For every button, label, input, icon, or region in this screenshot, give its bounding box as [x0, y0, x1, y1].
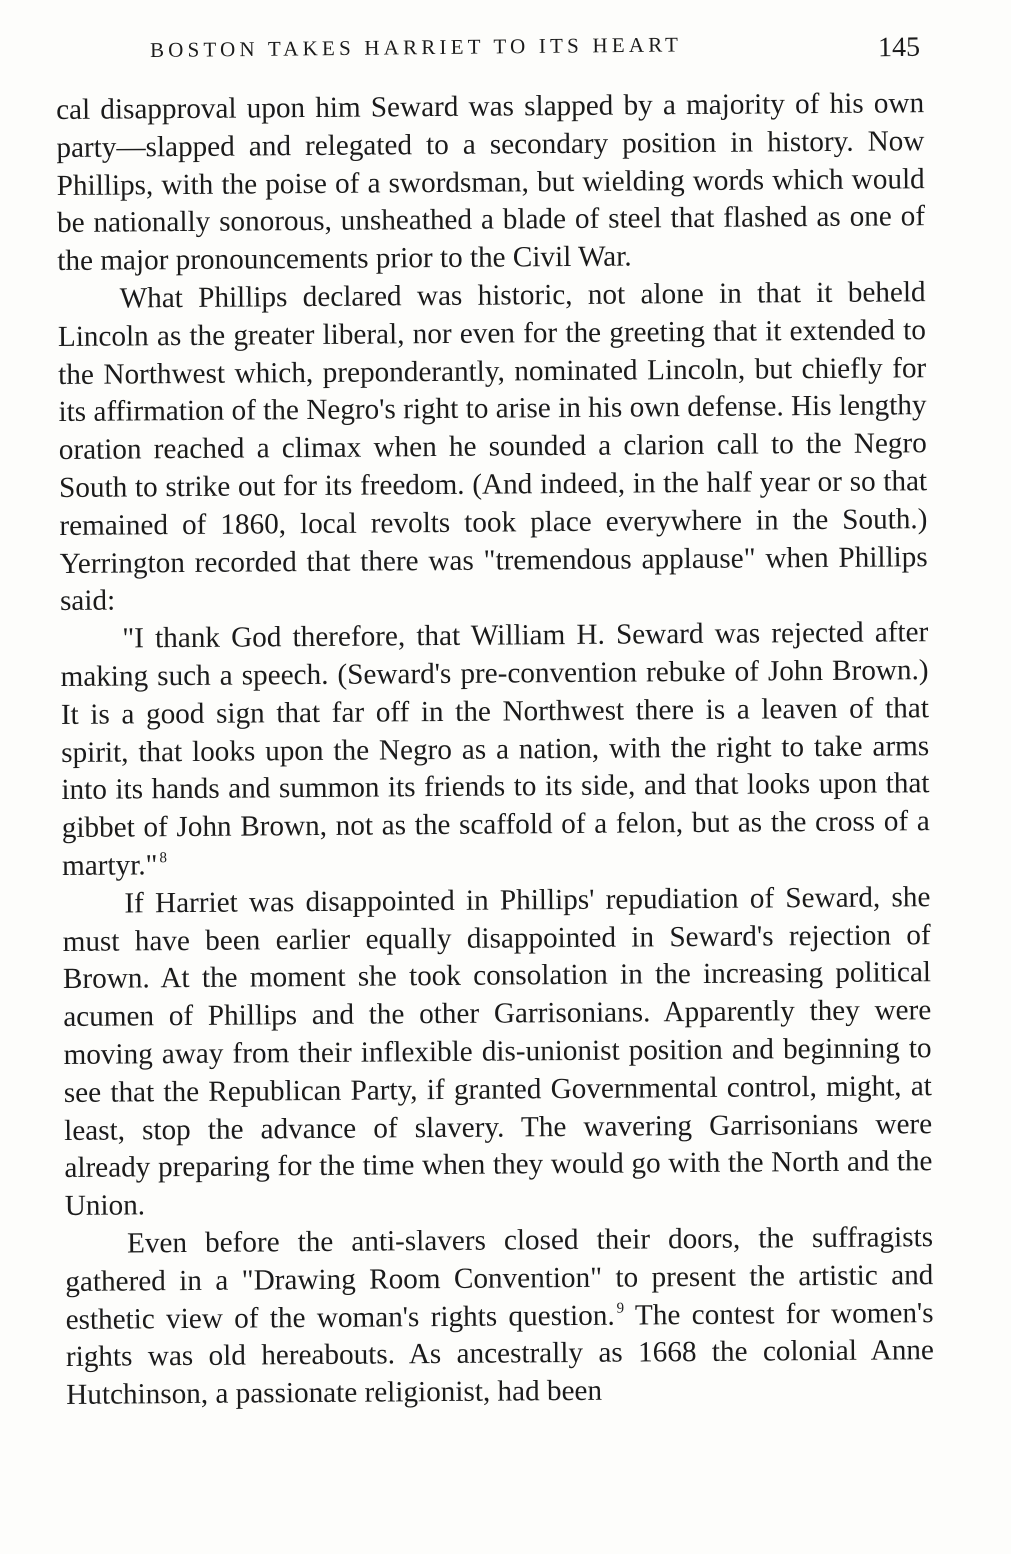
paragraph-4: [62, 879, 933, 1226]
paragraph-text: Even before the anti-slavers closed their doors, the suffragists gathered in a "Drawing Room Convention" to present the artistic and esthetic view of the woman's rights question.: [65, 1221, 934, 1336]
paragraph-text: cal disapproval upon him Seward was slapped by a majority of his own party—slapped and relegated to a secondary position in history. Now Phillips, with the poise of a swordsman, but wielding words which would be nationally sonorous, unsheathed a blade of steel that flashed as one of the major pronouncements prior to the Civil War.: [56, 87, 926, 278]
footnote-marker: 9: [616, 1300, 625, 1317]
paragraph-5: [65, 1219, 934, 1415]
paragraph-2: [57, 274, 928, 621]
paragraph-text: "I thank God therefore, that William H. Seward was rejected after making such a speech. (Seward's pre-convention rebuke of John Brown.) It is a good sign that far off in the Northwest there is a leaven of that spirit, that looks upon the Negro as a nation, with the right to take arms into its hands and summon its friends to its side, and that looks upon that gibbet of John Brown, not as the scaffold of a felon, but as the cross of a martyr.": [60, 616, 930, 882]
paragraph-1: [56, 85, 925, 281]
paragraph-text-continued: The contest for women's rights was old hereabouts. As ancestrally as 1668 the colonial Anne Hutchinson, a passionate religionist, had been: [65, 1296, 935, 1412]
quotation-paragraph: [60, 614, 930, 885]
running-head: BOSTON TAKES HARRIET TO ITS HEART: [149, 32, 683, 62]
paragraph-text: What Phillips declared was historic, not alone in that it beheld Lincoln as the greater liberal, nor even for the greeting that it extended to the Northwest which, preponderantly, nominated Lincoln, but chiefly for its affirmation of the Negro's right to arise in his own defense. His lengthy oration reached a climax when he sounded a clarion call to the Negro South to strike out for its freedom. (And indeed, in the half year or so that remained of 1860, local revolts took place everywhere in the South.) Yerrington recorded that there was "tremendous applause" when Phillips said:: [57, 276, 928, 618]
page-header: [150, 30, 920, 70]
paragraph-text: If Harriet was disappointed in Phillips' repudiation of Seward, she must have been earlier equally disappointed in Seward's rejection of Brown. At the moment she took consolation in the increasing political acumen of Phillips and the other Garrisonians. Apparently they were moving away from their inflexible dis-unionist position and beginning to see that the Republican Party, if granted Governmental control, might, at least, stop the advance of slavery. The wavering Garrisonians were already preparing for the time when they would go with the North and the Union.: [62, 880, 933, 1223]
footnote-marker: 8: [159, 850, 167, 867]
page-number: 145: [877, 31, 921, 64]
body-text: [56, 85, 934, 1415]
